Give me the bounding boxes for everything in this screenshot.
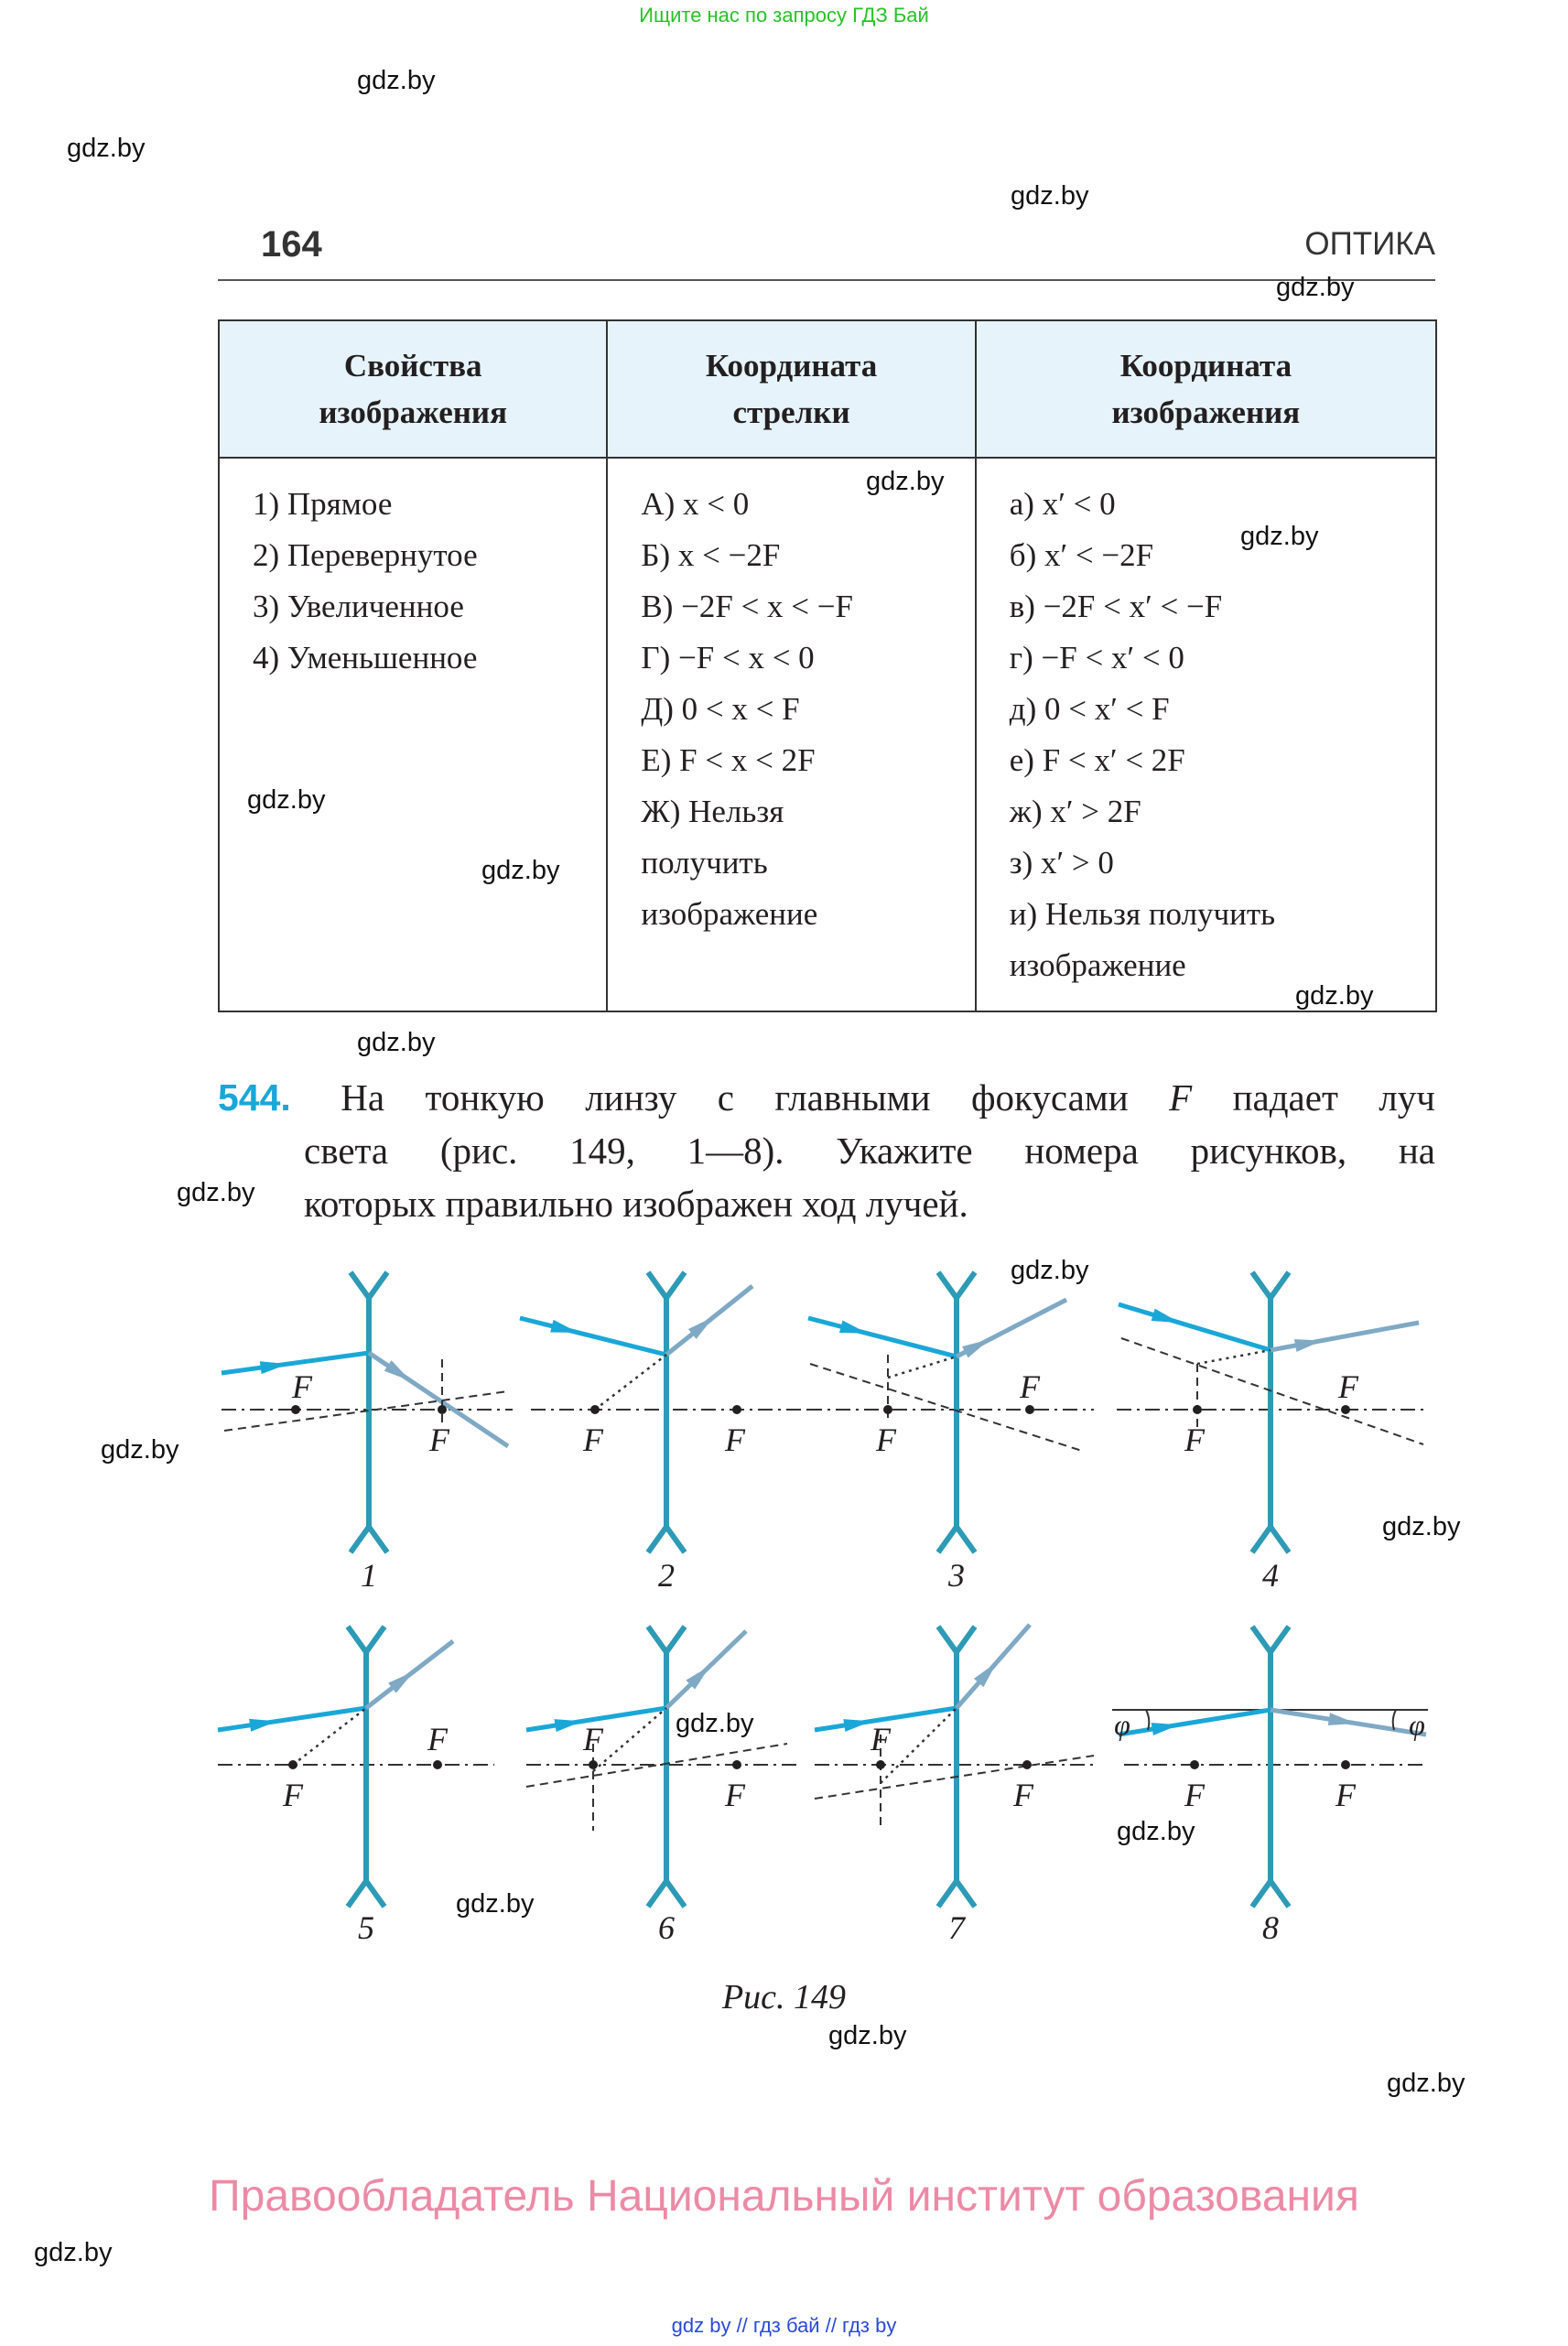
focus-point [1341, 1760, 1350, 1769]
angle-arc [1146, 1710, 1149, 1730]
focus-label: F [1184, 1422, 1205, 1458]
list-item: Б) x < −2F [641, 537, 781, 573]
page-number: 164 [261, 224, 322, 265]
incident-ray [520, 1318, 666, 1355]
focus-point [589, 1760, 598, 1769]
header-line: стрелки [732, 395, 850, 430]
word: На [341, 1076, 385, 1119]
lens-bottom-tip [648, 1527, 685, 1552]
refracted-ray [1271, 1323, 1419, 1350]
word: луч [1379, 1076, 1435, 1119]
incident-ray-arrow [554, 1719, 582, 1732]
focus-label: F [1184, 1777, 1205, 1813]
focus-point [433, 1760, 442, 1769]
list-item: Г) −F < x < 0 [641, 640, 815, 676]
bottom-links[interactable]: gdz by // гдз бай // гдз by [671, 2314, 897, 2337]
focus-label: F [871, 1721, 891, 1757]
list-item: В) −2F < x < −F [641, 589, 853, 624]
list-item: и) Нельзя получить [1009, 896, 1276, 932]
panel-number: 5 [358, 1909, 374, 1946]
list-item: 3) Увеличенное [253, 589, 464, 624]
focus-label: F [1020, 1368, 1040, 1405]
watermark: gdz.by [357, 66, 436, 95]
focus-point [732, 1760, 741, 1769]
lens-bottom-tip [351, 1527, 387, 1552]
focus-label: F [1336, 1777, 1356, 1813]
construction-line [1197, 1350, 1271, 1364]
focus-point [883, 1405, 892, 1414]
word: тонкую [425, 1076, 545, 1119]
watermark: gdz.by [1276, 273, 1355, 302]
header-line: изображения [1111, 395, 1301, 430]
focus-point [1190, 1760, 1199, 1769]
list-item: получить [641, 845, 768, 881]
focus-point [732, 1405, 741, 1414]
watermark: gdz.by [1011, 181, 1089, 211]
list-item: з) x′ > 0 [1009, 845, 1114, 881]
lens-bottom-tip [938, 1881, 975, 1907]
focus-point [590, 1405, 600, 1414]
watermark: gdz.by [1387, 2069, 1465, 2098]
word: Укажите [836, 1130, 973, 1172]
figure-caption: Рис. 149 [721, 1978, 847, 2016]
word: F [1169, 1076, 1193, 1119]
panel-number: 1 [361, 1557, 377, 1594]
top-search-note[interactable]: Ищите нас по запросу ГДЗ Бай [639, 4, 929, 27]
lens-bottom-tip [648, 1881, 685, 1907]
list-item: е) F < x′ < 2F [1009, 742, 1185, 778]
watermark: gdz.by [1240, 522, 1319, 551]
list-item: Д) 0 < x < F [641, 691, 800, 727]
list-item: б) x′ < −2F [1009, 537, 1154, 573]
focus-point [438, 1405, 447, 1414]
word: рисунков, [1190, 1130, 1347, 1172]
lens-bottom-tip [1252, 1527, 1289, 1552]
list-item: А) x < 0 [641, 486, 750, 522]
panel-number: 2 [658, 1557, 675, 1594]
watermark: gdz.by [101, 1435, 179, 1465]
lens-top-tip [938, 1627, 975, 1652]
focus-label: F [283, 1777, 303, 1813]
lens-bottom-tip [348, 1881, 384, 1907]
angle-label: φ [1114, 1708, 1130, 1741]
panel-number: 3 [948, 1557, 965, 1594]
watermark: gdz.by [1117, 1817, 1195, 1846]
construction-line [595, 1355, 666, 1410]
focus-point [288, 1760, 297, 1769]
lens-top-tip [938, 1272, 975, 1298]
focus-label: F [427, 1721, 448, 1757]
focus-point [1025, 1405, 1034, 1414]
focus-label: F [1338, 1368, 1358, 1405]
watermark: gdz.by [1011, 1256, 1089, 1285]
word: фокусами [970, 1076, 1129, 1119]
focus-point [1022, 1760, 1032, 1769]
word: линзу [585, 1076, 677, 1119]
focus-label: F [725, 1422, 745, 1458]
word: номера [1024, 1130, 1139, 1172]
refracted-ray-arrow [1328, 1713, 1357, 1725]
list-item: 1) Прямое [253, 486, 393, 522]
angle-arc [1393, 1710, 1396, 1730]
list-item: 2) Перевернутое [253, 537, 478, 573]
word: света [304, 1130, 389, 1172]
watermark: gdz.by [177, 1178, 255, 1207]
incident-ray [1119, 1710, 1271, 1735]
focus-label: F [583, 1721, 603, 1757]
problem-line: которых правильно изображен ход лучей. [304, 1183, 968, 1225]
angle-label: φ [1409, 1708, 1425, 1741]
list-item: изображение [641, 896, 818, 932]
word: 149, [569, 1130, 635, 1172]
incident-ray-arrow [1152, 1723, 1180, 1735]
focus-label: F [1013, 1777, 1033, 1813]
watermark: gdz.by [247, 785, 326, 815]
watermark: gdz.by [828, 2021, 907, 2050]
refracted-ray-arrow [962, 1339, 989, 1357]
list-item: д) 0 < x′ < F [1009, 691, 1170, 727]
focus-label: F [876, 1422, 896, 1458]
incident-ray-arrow [1152, 1309, 1180, 1323]
incident-ray [218, 1708, 366, 1730]
diagram-panels [218, 1272, 1428, 1946]
focus-label: F [583, 1422, 603, 1458]
word: с [717, 1076, 734, 1119]
lens-bottom-tip [938, 1527, 975, 1552]
header-line: изображения [319, 395, 508, 430]
list-item: в) −2F < x′ < −F [1009, 589, 1223, 624]
word: на [1398, 1130, 1435, 1172]
refracted-ray-arrow [1294, 1339, 1323, 1352]
incident-ray [808, 1318, 957, 1357]
lens-top-tip [1252, 1272, 1289, 1298]
list-item: ж) x′ > 2F [1009, 794, 1141, 829]
list-item: г) −F < x′ < 0 [1009, 640, 1184, 676]
lens-top-tip [648, 1627, 685, 1652]
watermark: gdz.by [481, 856, 560, 885]
focus-label: F [292, 1368, 312, 1405]
lens-top-tip [648, 1272, 685, 1298]
word: падает [1232, 1076, 1338, 1119]
list-item: изображение [1009, 947, 1186, 983]
header-line: Координата [1119, 348, 1292, 384]
lens-top-tip [1252, 1627, 1289, 1652]
construction-line [810, 1364, 1082, 1451]
header-line: Свойства [343, 348, 482, 384]
watermark: gdz.by [34, 2238, 113, 2267]
word: (рис. [439, 1130, 518, 1172]
watermark: gdz.by [676, 1709, 754, 1738]
watermark: gdz.by [456, 1889, 535, 1919]
panel-number: 7 [948, 1909, 965, 1946]
watermark: gdz.by [1382, 1512, 1461, 1541]
watermark: gdz.by [1295, 981, 1374, 1011]
section-title: ОПТИКА [1304, 226, 1435, 262]
construction-line [888, 1357, 957, 1378]
panel-number: 4 [1262, 1557, 1279, 1594]
focus-label: F [429, 1422, 449, 1458]
focus-point [291, 1405, 300, 1414]
panel-number: 6 [658, 1909, 675, 1946]
watermark: gdz.by [866, 467, 945, 496]
focus-label: F [725, 1777, 745, 1813]
lens-top-tip [351, 1272, 387, 1298]
list-item: 4) Уменьшенное [253, 640, 478, 676]
copyright-owner: Правообладатель Национальный институт образования [209, 2172, 1359, 2221]
word: 1—8). [687, 1130, 784, 1172]
lens-top-tip [348, 1627, 384, 1652]
focus-point [1341, 1405, 1350, 1414]
focus-point [876, 1760, 885, 1769]
incident-ray [1119, 1304, 1271, 1350]
panel-number: 8 [1262, 1909, 1279, 1946]
list-item: Ж) Нельзя [641, 794, 784, 829]
watermark: gdz.by [357, 1028, 436, 1057]
problem-number: 544. [218, 1076, 291, 1119]
incident-ray-arrow [843, 1719, 871, 1732]
list-item: Е) F < x < 2F [641, 742, 816, 778]
watermark: gdz.by [67, 134, 146, 163]
focus-point [1193, 1405, 1202, 1414]
lens-bottom-tip [1252, 1881, 1289, 1907]
word: главными [774, 1076, 931, 1119]
incident-ray-arrow [839, 1320, 868, 1333]
header-line: Координата [705, 348, 878, 384]
list-item: а) x′ < 0 [1009, 486, 1116, 522]
incident-ray-arrow [550, 1320, 579, 1333]
